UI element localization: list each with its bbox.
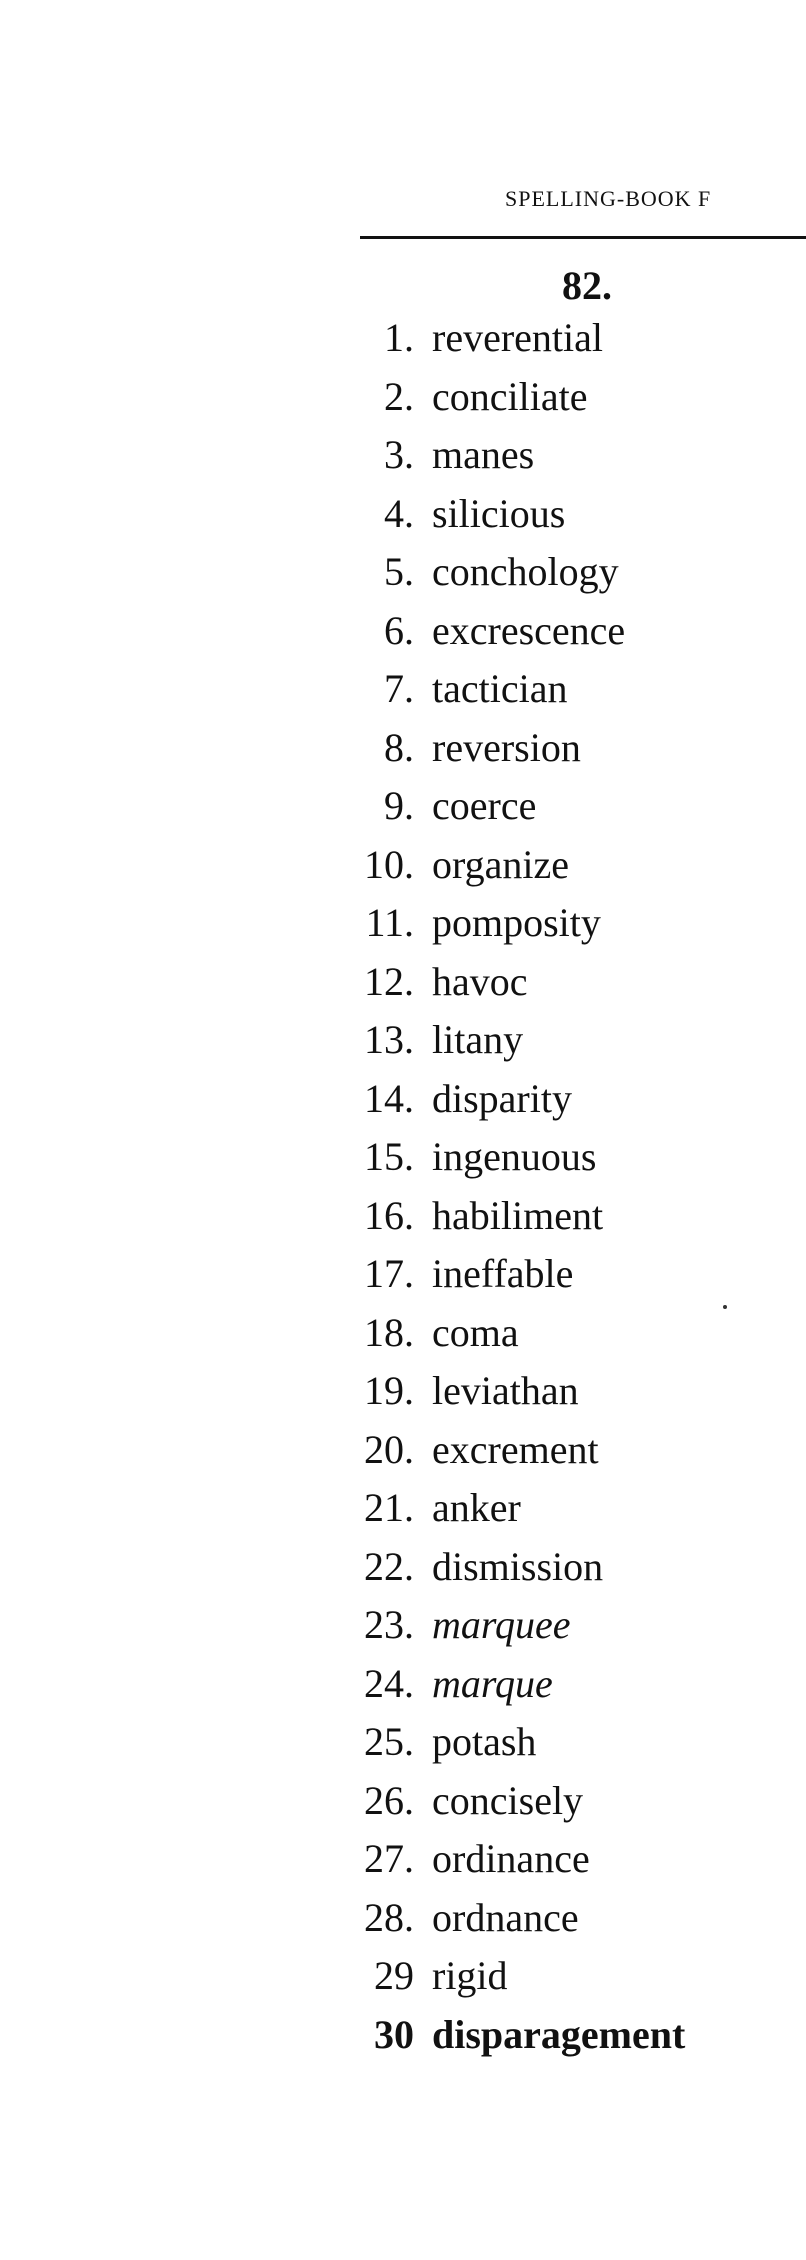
print-speck <box>723 1305 727 1309</box>
item-number: 24. <box>364 1660 414 1706</box>
spelling-word: potash <box>432 1719 537 1764</box>
list-item <box>0 1075 806 1134</box>
item-number: 28. <box>364 1894 414 1940</box>
list-item <box>0 2011 806 2070</box>
spelling-word: ordinance <box>432 1836 590 1881</box>
item-number: 21. <box>364 1485 414 1530</box>
list-item <box>0 841 806 900</box>
list-item <box>0 1250 806 1309</box>
spelling-word: conciliate <box>432 373 588 419</box>
item-number: 30 <box>374 2011 414 2057</box>
spelling-word: concisely <box>432 1777 584 1823</box>
spelling-word: conchology <box>432 549 619 594</box>
list-item <box>0 724 806 783</box>
list-item <box>0 1601 806 1660</box>
item-number: 17. <box>364 1251 414 1296</box>
item-number: 18. <box>364 1309 414 1355</box>
list-item <box>0 782 806 841</box>
item-number: 13. <box>364 1017 414 1062</box>
list-item <box>0 548 806 607</box>
spelling-word: anker <box>432 1485 521 1530</box>
list-item <box>0 958 806 1017</box>
spelling-word: reversion <box>432 724 581 770</box>
item-number: 29 <box>374 1953 414 1998</box>
item-number: 11. <box>365 900 414 945</box>
spelling-word: excrescence <box>432 607 626 653</box>
spelling-word: marque <box>432 1660 553 1706</box>
word-list <box>0 314 806 2069</box>
item-number: 14. <box>364 1075 414 1121</box>
header-rule <box>360 236 806 239</box>
item-number: 22. <box>364 1543 414 1589</box>
item-number: 3. <box>384 432 414 477</box>
spelling-word: dismission <box>432 1543 604 1589</box>
list-item <box>0 1484 806 1543</box>
spelling-word: litany <box>432 1017 524 1062</box>
list-item <box>0 1426 806 1485</box>
spelling-word: reverential <box>432 315 603 360</box>
spelling-word: coma <box>432 1309 519 1355</box>
list-item <box>0 1718 806 1777</box>
list-item <box>0 1660 806 1719</box>
item-number: 25. <box>364 1719 414 1764</box>
spelling-word: ingenuous <box>432 1134 597 1179</box>
item-number: 5. <box>384 549 414 594</box>
item-number: 23. <box>364 1602 414 1647</box>
list-item <box>0 1367 806 1426</box>
spelling-word: disparity <box>432 1075 572 1121</box>
spelling-word: rigid <box>432 1953 508 1998</box>
item-number: 27. <box>364 1836 414 1881</box>
spelling-word: tactician <box>432 666 568 711</box>
list-item <box>0 1543 806 1602</box>
item-number: 19. <box>364 1368 414 1413</box>
list-item <box>0 373 806 432</box>
item-number: 1. <box>384 315 414 360</box>
item-number: 15. <box>364 1134 414 1179</box>
spelling-word: ordnance <box>432 1894 579 1940</box>
spelling-word: habiliment <box>432 1192 604 1238</box>
item-number: 12. <box>364 958 414 1004</box>
item-number: 6. <box>384 607 414 653</box>
item-number: 16. <box>364 1192 414 1238</box>
list-item <box>0 1133 806 1192</box>
list-item <box>0 899 806 958</box>
list-item <box>0 431 806 490</box>
list-item <box>0 1309 806 1368</box>
spelling-word: disparagement <box>432 2011 686 2057</box>
list-item <box>0 490 806 549</box>
list-item <box>0 1952 806 2011</box>
running-head: SPELLING-BOOK F <box>505 186 712 211</box>
spelling-word: silicious <box>432 490 566 536</box>
list-item <box>0 1192 806 1251</box>
spelling-word: ineffable <box>432 1251 574 1296</box>
list-item <box>0 1894 806 1953</box>
item-number: 26. <box>364 1777 414 1823</box>
item-number: 8. <box>384 724 414 770</box>
list-item <box>0 1777 806 1836</box>
item-number: 7. <box>384 666 414 711</box>
item-number: 9. <box>384 783 414 828</box>
list-item <box>0 607 806 666</box>
item-number: 10. <box>364 841 414 887</box>
item-number: 4. <box>384 490 414 536</box>
spelling-word: pomposity <box>432 900 601 945</box>
item-number: 20. <box>364 1426 414 1472</box>
spelling-word: havoc <box>432 958 528 1004</box>
spelling-word: coerce <box>432 783 537 828</box>
spelling-word: organize <box>432 841 569 887</box>
list-item <box>0 1016 806 1075</box>
list-item <box>0 1835 806 1894</box>
spelling-word: excrement <box>432 1426 599 1472</box>
list-item <box>0 665 806 724</box>
spelling-word: marquee <box>432 1602 571 1647</box>
list-item <box>0 314 806 373</box>
lesson-number: 82. <box>562 263 612 308</box>
spelling-word: manes <box>432 432 535 477</box>
spelling-word: leviathan <box>432 1368 579 1413</box>
item-number: 2. <box>384 373 414 419</box>
